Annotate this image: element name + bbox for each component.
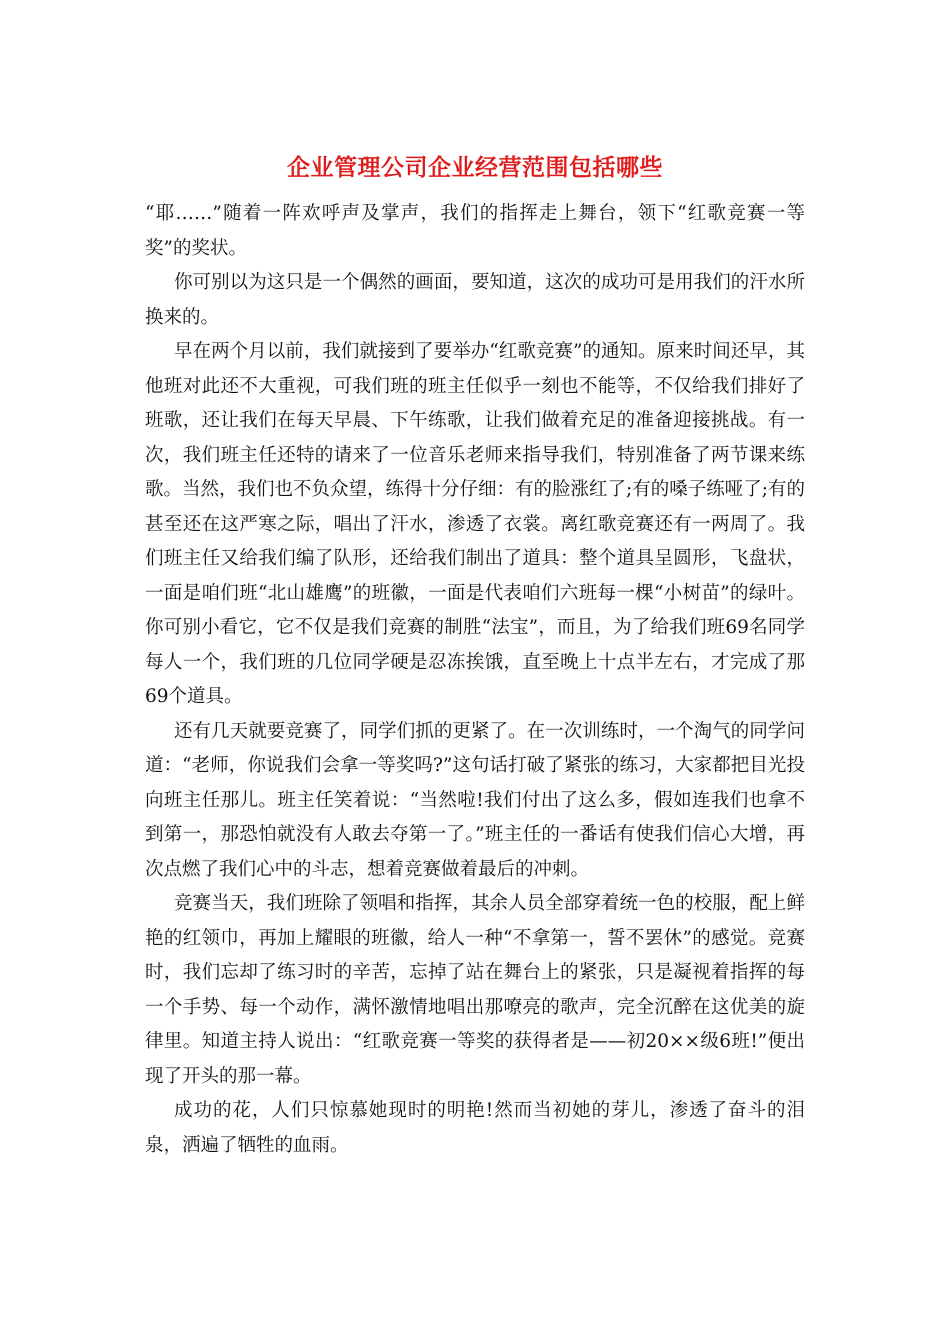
paragraph-1: “耶……”随着一阵欢呼声及掌声，我们的指挥走上舞台，领下“红歌竞赛一等奖”的奖状。 xyxy=(145,203,805,259)
paragraph-5: 竞赛当天，我们班除了领唱和指挥，其余人员全部穿着统一色的校服，配上鲜艳的红领巾，再加上耀眼的班徽，给人一种“不拿第一，誓不罢休”的感觉。竞赛时，我们忘却了练习时的辛苦，忘掉了站在舞台上的紧张，只是凝视着指挥的每一个手势、每一个动作，满怀激情地唱出那嘹亮的歌声，完全沉醉在这优美的旋律里。知道主持人说出：“红歌竞赛一等奖的获得者是——初20××级6班!”便出现了开头的那一幕。 xyxy=(145,893,805,1087)
document-body xyxy=(145,197,805,1163)
paragraph-3: 早在两个月以前，我们就接到了要举办“红歌竞赛”的通知。原来时间还早，其他班对此还不大重视，可我们班的班主任似乎一刻也不能等，不仅给我们排好了班歌，还让我们在每天早晨、下午练歌，让我们做着充足的准备迎接挑战。有一次，我们班主任还特的请来了一位音乐老师来指导我们，特别准备了两节课来练歌。当然，我们也不负众望，练得十分仔细：有的脸涨红了;有的嗓子练哑了;有的甚至还在这严寒之际，唱出了汗水，渗透了衣裳。离红歌竞赛还有一两周了。我们班主任又给我们编了队形，还给我们制出了道具：整个道具呈圆形，飞盘状，一面是咱们班“北山雄鹰”的班徽，一面是代表咱们六班每一棵“小树苗”的绿叶。你可别小看它，它不仅是我们竞赛的制胜“法宝”，而且，为了给我们班69名同学每人一个，我们班的几位同学硬是忍冻挨饿，直至晚上十点半左右，才完成了那69个道具。 xyxy=(145,341,805,707)
document-title: 企业管理公司企业经营范围包括哪些 xyxy=(287,155,663,181)
paragraph-6: 成功的花，人们只惊慕她现时的明艳!然而当初她的芽儿，渗透了奋斗的泪泉，洒遍了牺牲的血雨。 xyxy=(145,1100,805,1156)
paragraph-4: 还有几天就要竞赛了，同学们抓的更紧了。在一次训练时，一个淘气的同学问道：“老师，你说我们会拿一等奖吗?”这句话打破了紧张的练习，大家都把目光投向班主任那儿。班主任笑着说：“当然啦!我们付出了这么多，假如连我们也拿不到第一，那恐怕就没有人敢去夺第一了。”班主任的一番话有使我们信心大增，再次点燃了我们心中的斗志，想着竞赛做着最后的冲刺。 xyxy=(145,720,805,880)
paragraph-2: 你可别以为这只是一个偶然的画面，要知道，这次的成功可是用我们的汗水所换来的。 xyxy=(145,272,805,328)
